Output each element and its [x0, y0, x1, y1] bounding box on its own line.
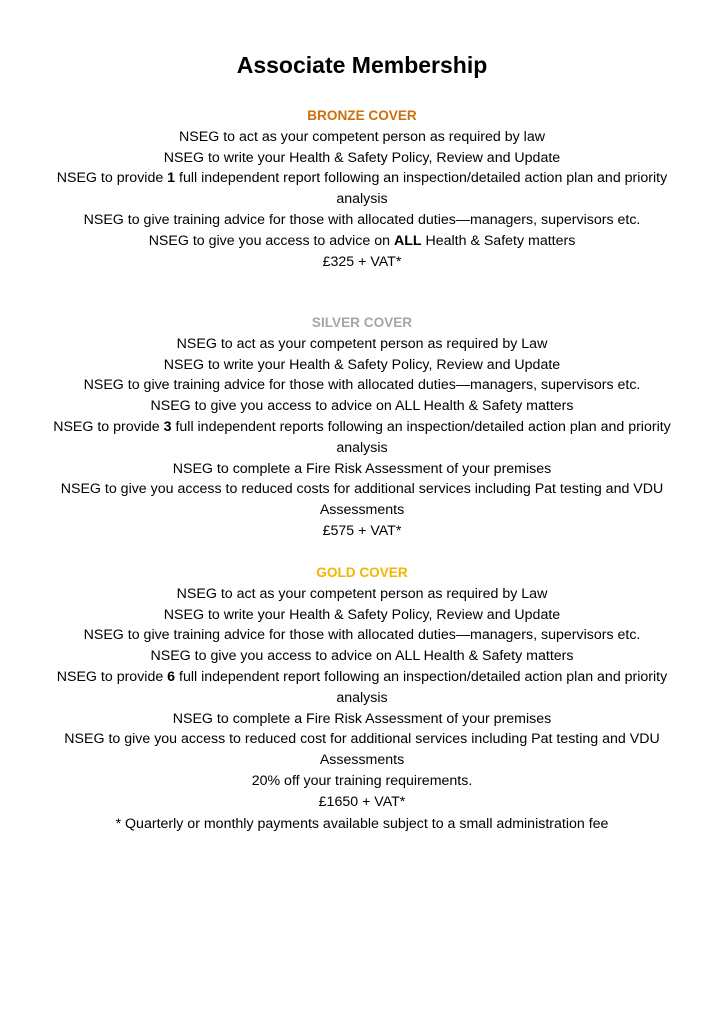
bronze-line-report: [30, 168, 694, 210]
payment-footnote: * Quarterly or monthly payments available subject to a small administration fee: [115, 816, 609, 832]
silver-line-competent-person: NSEG to act as your competent person as required by Law: [176, 335, 548, 352]
bronze-line-advice-post: Health & Safety matters: [421, 232, 576, 249]
bronze-report-count: 1: [167, 170, 176, 187]
bronze-line-competent-person: NSEG to act as your competent person as required by law: [179, 128, 545, 145]
gold-line-report: [30, 667, 694, 709]
gold-line-policy: NSEG to write your Health & Safety Policy, Review and Update: [163, 606, 561, 623]
bronze-cover-section: [30, 106, 694, 272]
gold-line-training-discount: 20% off your training requirements.: [251, 772, 473, 789]
gold-cover-heading: GOLD COVER: [316, 565, 408, 580]
bronze-line-advice-pre: NSEG to give you access to advice on: [148, 232, 394, 249]
gold-line-fire-risk: NSEG to complete a Fire Risk Assessment of your premises: [172, 710, 552, 727]
bronze-cover-heading: BRONZE COVER: [307, 108, 417, 123]
silver-price: £575 + VAT*: [322, 522, 402, 539]
gold-line-training: NSEG to give training advice for those with allocated duties—managers, supervisors etc.: [83, 627, 641, 644]
gold-line-advice: NSEG to give you access to advice on ALL Health & Safety matters: [150, 648, 574, 665]
silver-cover-heading: SILVER COVER: [311, 315, 413, 330]
silver-line-reduced-costs: NSEG to give you access to reduced costs for additional services including Pat testing and VDU Assessments: [60, 481, 664, 519]
gold-line-reduced-cost: NSEG to give you access to reduced cost for additional services including Pat testing and VDU Assessments: [64, 731, 660, 769]
page-title: Associate Membership: [236, 52, 488, 78]
silver-line-reports: [30, 417, 694, 459]
bronze-line-report-post: full independent report following an inspection/detailed action plan and priority analysis: [175, 170, 668, 208]
gold-line-report-post: full independent report following an inspection/detailed action plan and priority analysis: [175, 668, 668, 706]
bronze-line-training: NSEG to give training advice for those with allocated duties—managers, supervisors etc.: [83, 211, 641, 228]
silver-line-reports-post: full independent reports following an inspection/detailed action plan and priority analysis: [171, 418, 671, 456]
silver-line-fire-risk: NSEG to complete a Fire Risk Assessment of your premises: [172, 460, 552, 477]
bronze-line-policy: NSEG to write your Health & Safety Policy, Review and Update: [163, 149, 561, 166]
gold-cover-section: [30, 563, 694, 813]
silver-line-training: NSEG to give training advice for those with allocated duties—managers, supervisors etc.: [83, 377, 641, 394]
silver-cover-section: [30, 313, 694, 542]
bronze-advice-all: ALL: [393, 232, 422, 249]
gold-price: £1650 + VAT*: [318, 793, 406, 810]
silver-line-reports-pre: NSEG to provide: [53, 418, 164, 435]
bronze-price: £325 + VAT*: [322, 253, 402, 270]
silver-line-advice: NSEG to give you access to advice on ALL Health & Safety matters: [150, 398, 574, 415]
gold-line-report-pre: NSEG to provide: [56, 668, 168, 685]
gold-report-count: 6: [167, 668, 176, 685]
silver-line-policy: NSEG to write your Health & Safety Policy, Review and Update: [163, 356, 561, 373]
gold-line-competent-person: NSEG to act as your competent person as required by Law: [176, 585, 548, 602]
bronze-line-advice: [30, 231, 694, 252]
bronze-line-report-pre: NSEG to provide: [56, 170, 168, 187]
silver-report-count: 3: [163, 418, 172, 435]
